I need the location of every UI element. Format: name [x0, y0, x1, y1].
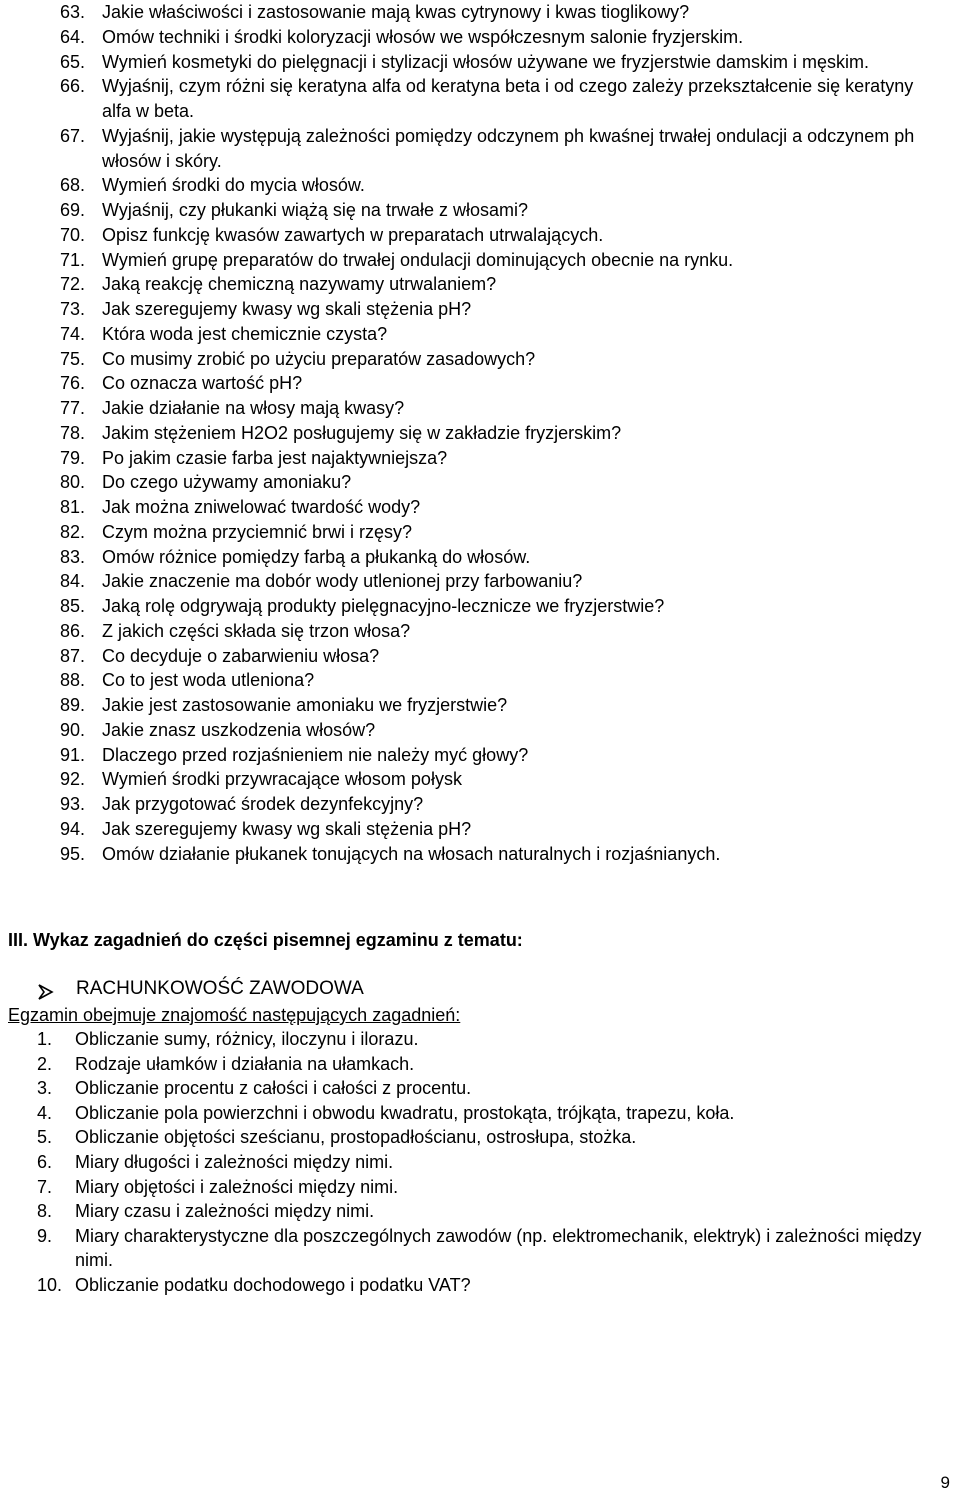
topic-number: 3.: [37, 1078, 53, 1099]
question-number: 79.: [60, 447, 86, 468]
question-text: Jakie znaczenie ma dobór wody utlenionej przy farbowaniu?: [102, 571, 583, 592]
question-item: [60, 520, 940, 545]
question-text: Która woda jest chemicznie czysta?: [102, 323, 388, 344]
question-text: Omów techniki i środki koloryzacji włosów we współczesnym salonie fryzjerskim.: [102, 26, 744, 47]
question-item: [60, 767, 940, 792]
question-text: Jak szeregujemy kwasy wg skali stężenia pH?: [102, 299, 472, 319]
topic-text: Miary długości i zależności między nimi.: [75, 1151, 394, 1172]
question-item: [60, 693, 940, 718]
question-item: [60, 817, 940, 842]
question-text: Wymień środki przywracające włosom połysk: [102, 769, 462, 790]
question-item: [60, 569, 940, 594]
topic-number: 5.: [37, 1127, 53, 1148]
topic-item: [37, 1076, 937, 1101]
arrow-icon: [37, 981, 55, 997]
question-text: Jakie jest zastosowanie amoniaku we fryzjerstwie?: [102, 695, 508, 715]
question-text: Jak szeregujemy kwasy wg skali stężenia pH?: [102, 818, 472, 839]
page-number: 9: [940, 1473, 950, 1492]
topic-number: 8.: [37, 1201, 53, 1222]
topic-text: Miary czasu i zależności między nimi.: [75, 1201, 375, 1222]
topic-text: Miary objętości i zależności między nimi.: [75, 1176, 399, 1197]
question-item: [60, 446, 940, 471]
question-item: [60, 322, 940, 347]
question-item: [60, 842, 940, 867]
topic-item: [37, 1052, 937, 1077]
question-text: Co decyduje o zabarwieniu włosa?: [102, 645, 380, 666]
question-text: Jakie właściwości i zastosowanie mają kwas cytrynowy i kwas tioglikowy?: [102, 2, 690, 22]
question-item: [60, 272, 940, 297]
question-item: [60, 396, 940, 421]
question-text: Wymień kosmetyki do pielęgnacji i stylizacji włosów używane we fryzjerstwie damskim i męskim.: [102, 51, 870, 72]
question-text: Co to jest woda utleniona?: [102, 670, 315, 691]
section-heading: III. Wykaz zagadnień do części pisemnej egzaminu z tematu:: [8, 930, 523, 950]
question-item: [60, 124, 940, 174]
question-text: Omów działanie płukanek tonujących na włosach naturalnych i rozjaśnianych.: [102, 843, 721, 864]
question-item: [60, 421, 940, 446]
question-number: 90.: [60, 719, 86, 740]
question-number: 65.: [60, 51, 86, 72]
question-text: Wyjaśnij, jakie występują zależności pomiędzy odczynem ph kwaśnej trwałej ondulacji a odczynem ph włosów i skóry.: [102, 125, 915, 171]
topic-text: Obliczanie pola powierzchni i obwodu kwadratu, prostokąta, trójkąta, trapezu, koła.: [75, 1102, 735, 1123]
question-number: 95.: [60, 843, 86, 864]
question-item: [60, 495, 940, 520]
question-number: 73.: [60, 299, 86, 319]
question-item: [60, 74, 940, 124]
topic-item: [37, 1125, 937, 1150]
topic-text: Miary charakterystyczne dla poszczególnych zawodów (np. elektromechanik, elektryk) i zależności między nimi.: [75, 1225, 922, 1271]
question-number: 63.: [60, 2, 86, 22]
topic-text: Obliczanie procentu z całości i całości z procentu.: [75, 1078, 472, 1099]
question-item: [60, 594, 940, 619]
question-number: 77.: [60, 398, 86, 418]
question-item: [60, 297, 940, 322]
question-number: 66.: [60, 76, 86, 97]
topic-number: 10.: [37, 1274, 63, 1295]
question-text: Co musimy zrobić po użyciu preparatów zasadowych?: [102, 348, 536, 369]
question-item: [60, 347, 940, 372]
question-text: Po jakim czasie farba jest najaktywniejsza?: [102, 447, 448, 468]
topic-text: Rodzaje ułamków i działania na ułamkach.: [75, 1053, 415, 1074]
question-number: 88.: [60, 670, 86, 691]
question-item: [60, 718, 940, 743]
question-item: [60, 371, 940, 396]
question-text: Jak można zniwelować twardość wody?: [102, 497, 421, 517]
question-number: 83.: [60, 546, 86, 567]
topic-text: Obliczanie objętości sześcianu, prostopadłościanu, ostrosłupa, stożka.: [75, 1127, 637, 1148]
question-number: 70.: [60, 224, 86, 245]
question-item: [60, 644, 940, 669]
question-number: 78.: [60, 422, 86, 443]
question-item: [60, 198, 940, 223]
question-item: [60, 0, 940, 25]
question-number: 82.: [60, 521, 86, 542]
question-number: 68.: [60, 175, 86, 196]
topic-number: 4.: [37, 1102, 53, 1123]
question-text: Jakie działanie na włosy mają kwasy?: [102, 398, 405, 418]
question-text: Dlaczego przed rozjaśnieniem nie należy myć głowy?: [102, 744, 529, 765]
topic-number: 6.: [37, 1151, 53, 1172]
question-text: Z jakich części składa się trzon włosa?: [102, 620, 411, 641]
question-number: 92.: [60, 769, 86, 790]
question-number: 76.: [60, 373, 86, 394]
question-number: 69.: [60, 200, 86, 220]
question-number: 84.: [60, 571, 86, 592]
topic-number: 9.: [37, 1225, 53, 1246]
topic-list: [37, 1027, 937, 1298]
question-number: 80.: [60, 472, 86, 493]
question-item: [60, 173, 940, 198]
question-item: [60, 223, 940, 248]
question-number: 64.: [60, 26, 86, 47]
question-number: 89.: [60, 695, 86, 715]
question-text: Opisz funkcję kwasów zawartych w preparatach utrwalających.: [102, 224, 604, 245]
question-item: [60, 619, 940, 644]
question-item: [60, 545, 940, 570]
question-item: [60, 743, 940, 768]
question-item: [60, 470, 940, 495]
subject-title: RACHUNKOWOŚĆ ZAWODOWA: [76, 978, 364, 999]
subject-row: [37, 975, 364, 1003]
question-number: 87.: [60, 645, 86, 666]
topic-number: 2.: [37, 1053, 53, 1074]
question-text: Co oznacza wartość pH?: [102, 373, 303, 394]
question-number: 85.: [60, 596, 86, 616]
question-number: 67.: [60, 125, 86, 146]
question-text: Wyjaśnij, czym różni się keratyna alfa od keratyna beta i od czego zależy przekształcenie się keratyny alfa w beta.: [102, 76, 914, 121]
topic-item: [37, 1027, 937, 1052]
topic-item: [37, 1224, 937, 1273]
question-text: Wymień środki do mycia włosów.: [102, 175, 365, 196]
topic-text: Obliczanie podatku dochodowego i podatku VAT?: [75, 1274, 471, 1295]
question-text: Do czego używamy amoniaku?: [102, 472, 352, 493]
topic-text: Obliczanie sumy, różnicy, iloczynu i ilorazu.: [75, 1029, 419, 1049]
question-text: Jaką reakcję chemiczną nazywamy utrwalaniem?: [102, 274, 497, 295]
question-number: 72.: [60, 274, 86, 295]
question-item: [60, 50, 940, 75]
question-item: [60, 25, 940, 50]
topic-item: [37, 1175, 937, 1200]
question-number: 91.: [60, 744, 86, 765]
question-item: [60, 668, 940, 693]
question-text: Jakie znasz uszkodzenia włosów?: [102, 719, 376, 740]
question-text: Wyjaśnij, czy płukanki wiążą się na trwałe z włosami?: [102, 200, 528, 220]
question-number: 94.: [60, 818, 86, 839]
question-text: Wymień grupę preparatów do trwałej ondulacji dominujących obecnie na rynku.: [102, 249, 734, 270]
question-text: Omów różnice pomiędzy farbą a płukanką do włosów.: [102, 546, 531, 567]
question-text: Jakim stężeniem H2O2 posługujemy się w zakładzie fryzjerskim?: [102, 422, 622, 443]
topic-item: [37, 1199, 937, 1224]
question-list: [60, 0, 940, 866]
question-text: Jaką rolę odgrywają produkty pielęgnacyjno-lecznicze we fryzjerstwie?: [102, 596, 665, 616]
question-number: 86.: [60, 620, 86, 641]
topic-item: [37, 1150, 937, 1175]
topic-item: [37, 1273, 937, 1298]
question-number: 74.: [60, 323, 86, 344]
intro-text: Egzamin obejmuje znajomość następujących zagadnień:: [8, 1005, 461, 1025]
question-text: Jak przygotować środek dezynfekcyjny?: [102, 794, 424, 814]
question-text: Czym można przyciemnić brwi i rzęsy?: [102, 521, 413, 542]
question-number: 71.: [60, 249, 86, 270]
topic-number: 7.: [37, 1176, 53, 1197]
topic-number: 1.: [37, 1029, 53, 1049]
question-item: [60, 248, 940, 273]
question-number: 81.: [60, 497, 86, 517]
question-item: [60, 792, 940, 817]
topic-item: [37, 1101, 937, 1126]
question-number: 75.: [60, 348, 86, 369]
question-number: 93.: [60, 794, 86, 814]
